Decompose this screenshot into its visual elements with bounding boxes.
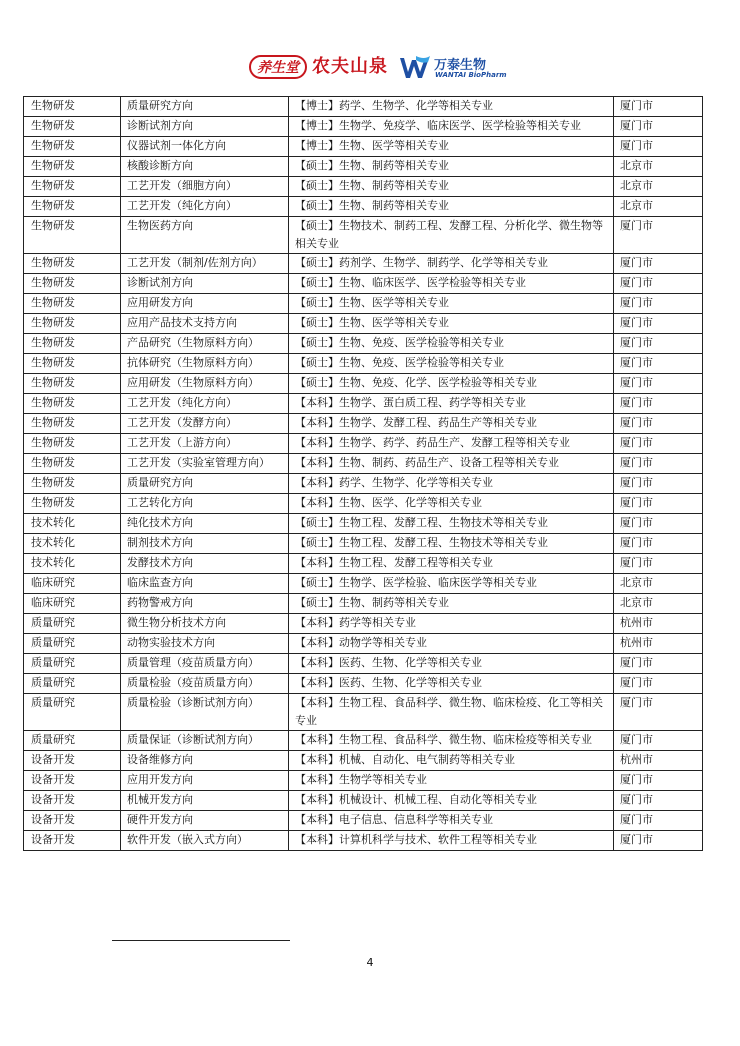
location-cell: 厦门市 bbox=[614, 254, 703, 274]
table-row bbox=[24, 117, 703, 137]
requirement-cell: 【本科】生物学等相关专业 bbox=[289, 771, 614, 791]
location-cell: 厦门市 bbox=[614, 117, 703, 137]
table-row bbox=[24, 274, 703, 294]
wantai-logo-en: WANTAI BioPharm bbox=[435, 71, 507, 79]
position-cell: 临床监查方向 bbox=[121, 574, 289, 594]
table-row bbox=[24, 314, 703, 334]
table-row bbox=[24, 594, 703, 614]
department-cell: 技术转化 bbox=[24, 554, 121, 574]
table-row bbox=[24, 434, 703, 454]
wantai-logo-icon bbox=[398, 54, 432, 82]
requirement-cell: 【本科】计算机科学与技术、软件工程等相关专业 bbox=[289, 831, 614, 851]
table-row bbox=[24, 731, 703, 751]
department-cell: 临床研究 bbox=[24, 594, 121, 614]
department-cell: 质量研究 bbox=[24, 634, 121, 654]
location-cell: 厦门市 bbox=[614, 494, 703, 514]
requirement-cell: 【本科】生物学、发酵工程、药品生产等相关专业 bbox=[289, 414, 614, 434]
position-cell: 质量研究方向 bbox=[121, 474, 289, 494]
requirement-cell: 【博士】药学、生物学、化学等相关专业 bbox=[289, 97, 614, 117]
department-cell: 生物研发 bbox=[24, 454, 121, 474]
table-row bbox=[24, 534, 703, 554]
position-cell: 诊断试剂方向 bbox=[121, 117, 289, 137]
location-cell: 厦门市 bbox=[614, 731, 703, 751]
requirement-cell: 【本科】医药、生物、化学等相关专业 bbox=[289, 654, 614, 674]
wantai-logo-cn: 万泰生物 bbox=[434, 58, 487, 73]
position-cell: 生物医药方向 bbox=[121, 217, 289, 254]
department-cell: 生物研发 bbox=[24, 414, 121, 434]
requirement-cell: 【硕士】药剂学、生物学、制药学、化学等相关专业 bbox=[289, 254, 614, 274]
location-cell: 厦门市 bbox=[614, 654, 703, 674]
requirement-cell: 【硕士】生物工程、发酵工程、生物技术等相关专业 bbox=[289, 514, 614, 534]
department-cell: 生物研发 bbox=[24, 177, 121, 197]
department-cell: 质量研究 bbox=[24, 674, 121, 694]
department-cell: 临床研究 bbox=[24, 574, 121, 594]
requirement-cell: 【硕士】生物学、医学检验、临床医学等相关专业 bbox=[289, 574, 614, 594]
department-cell: 设备开发 bbox=[24, 811, 121, 831]
position-cell: 工艺开发（上游方向） bbox=[121, 434, 289, 454]
requirement-cell: 【博士】生物学、免疫学、临床医学、医学检验等相关专业 bbox=[289, 117, 614, 137]
table-row bbox=[24, 474, 703, 494]
department-cell: 设备开发 bbox=[24, 771, 121, 791]
table-row bbox=[24, 137, 703, 157]
position-cell: 应用研发（生物原料方向） bbox=[121, 374, 289, 394]
table-row bbox=[24, 294, 703, 314]
location-cell: 厦门市 bbox=[614, 137, 703, 157]
location-cell: 厦门市 bbox=[614, 454, 703, 474]
position-cell: 工艺开发（发酵方向） bbox=[121, 414, 289, 434]
table-row bbox=[24, 554, 703, 574]
table-row bbox=[24, 414, 703, 434]
location-cell: 北京市 bbox=[614, 157, 703, 177]
position-cell: 质量保证（诊断试剂方向） bbox=[121, 731, 289, 751]
position-cell: 制剂技术方向 bbox=[121, 534, 289, 554]
location-cell: 厦门市 bbox=[614, 414, 703, 434]
position-cell: 工艺转化方向 bbox=[121, 494, 289, 514]
requirement-cell: 【硕士】生物、制药等相关专业 bbox=[289, 177, 614, 197]
department-cell: 生物研发 bbox=[24, 254, 121, 274]
requirement-cell: 【硕士】生物技术、制药工程、发酵工程、分析化学、微生物等相关专业 bbox=[289, 217, 614, 254]
department-cell: 生物研发 bbox=[24, 434, 121, 454]
department-cell: 生物研发 bbox=[24, 314, 121, 334]
table-row bbox=[24, 354, 703, 374]
department-cell: 生物研发 bbox=[24, 117, 121, 137]
department-cell: 技术转化 bbox=[24, 514, 121, 534]
location-cell: 厦门市 bbox=[614, 534, 703, 554]
table-row bbox=[24, 334, 703, 354]
table-row bbox=[24, 614, 703, 634]
position-cell: 发酵技术方向 bbox=[121, 554, 289, 574]
table-row bbox=[24, 514, 703, 534]
requirement-cell: 【本科】电子信息、信息科学等相关专业 bbox=[289, 811, 614, 831]
requirement-cell: 【本科】机械设计、机械工程、自动化等相关专业 bbox=[289, 791, 614, 811]
location-cell: 厦门市 bbox=[614, 294, 703, 314]
location-cell: 厦门市 bbox=[614, 514, 703, 534]
location-cell: 北京市 bbox=[614, 177, 703, 197]
department-cell: 生物研发 bbox=[24, 474, 121, 494]
position-cell: 应用产品技术支持方向 bbox=[121, 314, 289, 334]
position-cell: 核酸诊断方向 bbox=[121, 157, 289, 177]
department-cell: 生物研发 bbox=[24, 217, 121, 254]
table-row bbox=[24, 811, 703, 831]
department-cell: 生物研发 bbox=[24, 334, 121, 354]
department-cell: 质量研究 bbox=[24, 694, 121, 731]
position-cell: 药物警戒方向 bbox=[121, 594, 289, 614]
requirement-cell: 【硕士】生物、制药等相关专业 bbox=[289, 157, 614, 177]
position-cell: 纯化技术方向 bbox=[121, 514, 289, 534]
requirement-cell: 【本科】生物工程、食品科学、微生物、临床检疫等相关专业 bbox=[289, 731, 614, 751]
location-cell: 厦门市 bbox=[614, 217, 703, 254]
nongfu-spring-logo: 农夫山泉 bbox=[312, 56, 388, 77]
requirement-cell: 【硕士】生物工程、发酵工程、生物技术等相关专业 bbox=[289, 534, 614, 554]
department-cell: 生物研发 bbox=[24, 197, 121, 217]
position-cell: 设备维修方向 bbox=[121, 751, 289, 771]
location-cell: 厦门市 bbox=[614, 314, 703, 334]
department-cell: 设备开发 bbox=[24, 831, 121, 851]
location-cell: 厦门市 bbox=[614, 394, 703, 414]
page-header bbox=[0, 52, 740, 86]
department-cell: 质量研究 bbox=[24, 731, 121, 751]
position-cell: 质量检验（诊断试剂方向） bbox=[121, 694, 289, 731]
position-cell: 机械开发方向 bbox=[121, 791, 289, 811]
table-row bbox=[24, 197, 703, 217]
requirement-cell: 【本科】生物学、药学、药品生产、发酵工程等相关专业 bbox=[289, 434, 614, 454]
department-cell: 生物研发 bbox=[24, 374, 121, 394]
positions-table-wrapper bbox=[23, 96, 702, 851]
location-cell: 厦门市 bbox=[614, 674, 703, 694]
position-cell: 诊断试剂方向 bbox=[121, 274, 289, 294]
requirement-cell: 【博士】生物、医学等相关专业 bbox=[289, 137, 614, 157]
department-cell: 生物研发 bbox=[24, 274, 121, 294]
table-row bbox=[24, 771, 703, 791]
requirement-cell: 【硕士】生物、临床医学、医学检验等相关专业 bbox=[289, 274, 614, 294]
department-cell: 生物研发 bbox=[24, 494, 121, 514]
requirement-cell: 【本科】生物工程、发酵工程等相关专业 bbox=[289, 554, 614, 574]
department-cell: 设备开发 bbox=[24, 751, 121, 771]
requirement-cell: 【本科】医药、生物、化学等相关专业 bbox=[289, 674, 614, 694]
location-cell: 杭州市 bbox=[614, 614, 703, 634]
position-cell: 工艺开发（纯化方向） bbox=[121, 197, 289, 217]
requirement-cell: 【硕士】生物、免疫、医学检验等相关专业 bbox=[289, 354, 614, 374]
yangshengtang-logo-text: 养生堂 bbox=[257, 60, 299, 76]
positions-table bbox=[23, 96, 703, 851]
page-number: 4 bbox=[366, 956, 374, 969]
table-row bbox=[24, 694, 703, 731]
location-cell: 杭州市 bbox=[614, 634, 703, 654]
department-cell: 设备开发 bbox=[24, 791, 121, 811]
department-cell: 生物研发 bbox=[24, 97, 121, 117]
position-cell: 工艺开发（实验室管理方向） bbox=[121, 454, 289, 474]
requirement-cell: 【硕士】生物、医学等相关专业 bbox=[289, 294, 614, 314]
location-cell: 北京市 bbox=[614, 197, 703, 217]
requirement-cell: 【硕士】生物、免疫、医学检验等相关专业 bbox=[289, 334, 614, 354]
table-row bbox=[24, 217, 703, 254]
location-cell: 厦门市 bbox=[614, 274, 703, 294]
department-cell: 生物研发 bbox=[24, 157, 121, 177]
location-cell: 厦门市 bbox=[614, 811, 703, 831]
department-cell: 生物研发 bbox=[24, 354, 121, 374]
department-cell: 生物研发 bbox=[24, 394, 121, 414]
position-cell: 质量研究方向 bbox=[121, 97, 289, 117]
position-cell: 产品研究（生物原料方向） bbox=[121, 334, 289, 354]
table-row bbox=[24, 97, 703, 117]
position-cell: 微生物分析技术方向 bbox=[121, 614, 289, 634]
table-row bbox=[24, 654, 703, 674]
table-row bbox=[24, 177, 703, 197]
position-cell: 应用开发方向 bbox=[121, 771, 289, 791]
location-cell: 杭州市 bbox=[614, 751, 703, 771]
requirement-cell: 【本科】生物学、蛋白质工程、药学等相关专业 bbox=[289, 394, 614, 414]
table-row bbox=[24, 791, 703, 811]
department-cell: 质量研究 bbox=[24, 614, 121, 634]
location-cell: 厦门市 bbox=[614, 97, 703, 117]
location-cell: 厦门市 bbox=[614, 434, 703, 454]
position-cell: 软件开发（嵌入式方向） bbox=[121, 831, 289, 851]
location-cell: 厦门市 bbox=[614, 354, 703, 374]
table-row bbox=[24, 394, 703, 414]
requirement-cell: 【本科】生物、制药、药品生产、设备工程等相关专业 bbox=[289, 454, 614, 474]
footnote-separator bbox=[112, 940, 290, 941]
location-cell: 厦门市 bbox=[614, 554, 703, 574]
position-cell: 仪器试剂一体化方向 bbox=[121, 137, 289, 157]
requirement-cell: 【本科】机械、自动化、电气制药等相关专业 bbox=[289, 751, 614, 771]
table-row bbox=[24, 574, 703, 594]
requirement-cell: 【本科】生物工程、食品科学、微生物、临床检疫、化工等相关专业 bbox=[289, 694, 614, 731]
location-cell: 厦门市 bbox=[614, 694, 703, 731]
department-cell: 生物研发 bbox=[24, 294, 121, 314]
position-cell: 工艺开发（细胞方向） bbox=[121, 177, 289, 197]
table-row bbox=[24, 157, 703, 177]
location-cell: 厦门市 bbox=[614, 334, 703, 354]
requirement-cell: 【本科】动物学等相关专业 bbox=[289, 634, 614, 654]
requirement-cell: 【硕士】生物、制药等相关专业 bbox=[289, 197, 614, 217]
department-cell: 质量研究 bbox=[24, 654, 121, 674]
requirement-cell: 【本科】生物、医学、化学等相关专业 bbox=[289, 494, 614, 514]
positions-table-body bbox=[24, 97, 703, 851]
table-row bbox=[24, 674, 703, 694]
location-cell: 厦门市 bbox=[614, 474, 703, 494]
position-cell: 抗体研究（生物原料方向） bbox=[121, 354, 289, 374]
position-cell: 质量管理（疫苗质量方向） bbox=[121, 654, 289, 674]
position-cell: 质量检验（疫苗质量方向） bbox=[121, 674, 289, 694]
requirement-cell: 【本科】药学等相关专业 bbox=[289, 614, 614, 634]
position-cell: 工艺开发（制剂/佐剂方向） bbox=[121, 254, 289, 274]
location-cell: 北京市 bbox=[614, 594, 703, 614]
table-row bbox=[24, 494, 703, 514]
table-row bbox=[24, 374, 703, 394]
department-cell: 技术转化 bbox=[24, 534, 121, 554]
location-cell: 厦门市 bbox=[614, 374, 703, 394]
location-cell: 厦门市 bbox=[614, 771, 703, 791]
requirement-cell: 【本科】药学、生物学、化学等相关专业 bbox=[289, 474, 614, 494]
requirement-cell: 【硕士】生物、制药等相关专业 bbox=[289, 594, 614, 614]
position-cell: 硬件开发方向 bbox=[121, 811, 289, 831]
position-cell: 工艺开发（纯化方向） bbox=[121, 394, 289, 414]
department-cell: 生物研发 bbox=[24, 137, 121, 157]
table-row bbox=[24, 254, 703, 274]
table-row bbox=[24, 454, 703, 474]
table-row bbox=[24, 831, 703, 851]
requirement-cell: 【硕士】生物、医学等相关专业 bbox=[289, 314, 614, 334]
position-cell: 应用研发方向 bbox=[121, 294, 289, 314]
yangshengtang-logo bbox=[249, 55, 307, 79]
requirement-cell: 【硕士】生物、免疫、化学、医学检验等相关专业 bbox=[289, 374, 614, 394]
location-cell: 北京市 bbox=[614, 574, 703, 594]
location-cell: 厦门市 bbox=[614, 791, 703, 811]
table-row bbox=[24, 751, 703, 771]
table-row bbox=[24, 634, 703, 654]
position-cell: 动物实验技术方向 bbox=[121, 634, 289, 654]
location-cell: 厦门市 bbox=[614, 831, 703, 851]
